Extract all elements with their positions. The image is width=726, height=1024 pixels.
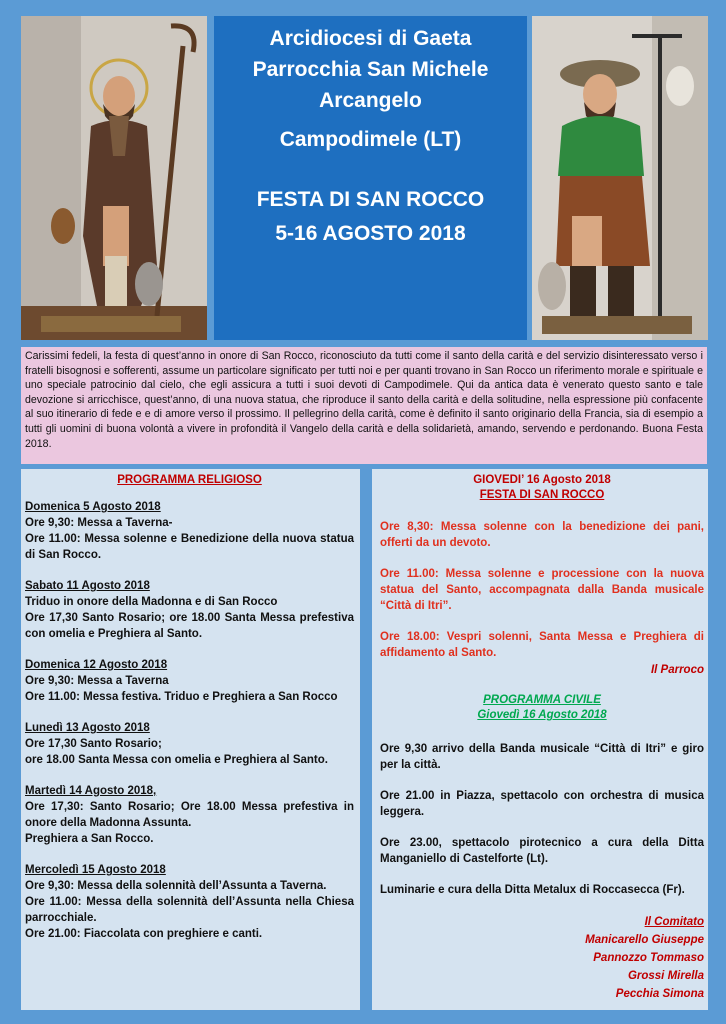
festa-title: FESTA DI SAN ROCCO [256,188,485,211]
schedule-line: Ore 17,30 Santo Rosario; ore 18.00 Santa Messa prefestiva con omelia e Preghiera al Santo. [25,612,354,640]
comitato-member: Pecchia Simona [615,988,704,1000]
schedule-line: Preghiera a San Rocco. [25,833,154,845]
day-heading: Martedì 14 Agosto 2018, [25,785,157,797]
day-heading: Domenica 5 Agosto 2018 [25,501,161,513]
schedule-day [25,499,354,563]
programma-religioso-title: PROGRAMMA RELIGIOSO [117,474,262,486]
schedule-day [25,578,354,642]
day-heading: Sabato 11 Agosto 2018 [25,580,150,592]
schedule-line: Ore 11.00: Messa solenne e Benedizione della nuova statua di San Rocco. [25,533,354,561]
statue-photo-left [21,16,207,340]
festa-item: Ore 18.00: Vespri solenni, Santa Messa e Preghiera di affidamento al Santo. [380,631,704,659]
festa-dates: 5-16 AGOSTO 2018 [275,222,466,245]
schedule-line: Ore 9,30: Messa a Taverna [25,675,169,687]
schedule-day [25,862,354,942]
schedule-line: Ore 11.00: Messa della solennità dell’Assunta nella Chiesa parrocchiale. [25,896,354,924]
festa-item: Ore 8,30: Messa solenne con la benedizione dei pani, offerti da un devoto. [380,521,704,549]
programma-civile-date: Giovedì 16 Agosto 2018 [477,709,607,721]
comitato-member: Manicarello Giuseppe [585,934,704,946]
programma-civile-title: PROGRAMMA CIVILE [483,694,601,706]
programma-religioso-panel [21,469,360,1010]
comitato-title: Il Comitato [644,916,704,928]
schedule-day [25,657,354,705]
title-box [214,16,527,340]
town-title: Campodimele (LT) [279,128,462,151]
festa-day-title: FESTA DI SAN ROCCO [479,489,605,501]
civile-item: Luminarie e cura della Ditta Metalux di Roccasecca (Fr). [380,884,685,896]
festa-item: Ore 11.00: Messa solenne e processione con la nuova statua del Santo, accompagnata dalla Banda musicale “Città di Itri”. [380,568,704,612]
day-heading: Domenica 12 Agosto 2018 [25,659,168,671]
comitato-member: Grossi Mirella [627,970,704,982]
civile-item: Ore 9,30 arrivo della Banda musicale “Città di Itri” e giro per la città. [380,743,704,771]
parish-title-2: Arcangelo [319,89,422,112]
festa-civile-panel [372,469,708,1010]
schedule-day [25,720,354,768]
schedule-line: ore 18.00 Santa Messa con omelia e Preghiera al Santo. [25,754,328,766]
comitato-member: Pannozzo Tommaso [593,952,704,964]
diocese-title: Arcidiocesi di Gaeta [269,27,472,50]
day-heading: Lunedì 13 Agosto 2018 [25,722,150,734]
parish-title: Parrocchia San Michele [252,58,489,81]
civile-item: Ore 23.00, spettacolo pirotecnico a cura della Ditta Manganiello di Castelforte (Lt). [380,837,704,865]
schedule-day [25,783,354,847]
schedule-line: Ore 9,30: Messa della solennità dell’Assunta a Taverna. [25,880,327,892]
schedule-line: Ore 9,30: Messa a Taverna- [25,517,173,529]
festa-day-date: GIOVEDI’ 16 Agosto 2018 [473,474,611,486]
schedule-line: Ore 17,30: Santo Rosario; Ore 18.00 Messa prefestiva in onore della Madonna Assunta. [25,801,354,829]
intro-letter: Carissimi fedeli, la festa di quest’anno in onore di San Rocco, riconosciuto da tutti come il santo della carità e del servizio disinteressato verso i fratelli bisognosi e sofferenti, assume un particolare significato per tutti noi e per quanti trovano in San Rocco un riferimento morale e spirituale e uno speciale patrocinio dal cielo, che egli assicura a tutti i suoi devoti di Campodimele. Qui da antica data è venerato questo santo e tale devozione si arricchisce, quest’anno, di una nuova statua, che riproduce il santo della carità e della solitudine, nella espressione più confacente al suo itinerario di fede e e di amore verso il prossimo. Il pellegrino della carità, come è definito il santo originario della Francia, sia di esempio a tutti gli uomini di buona volontà a vivere in profondità il Vangelo della carità e della solidarietà, amando, servendo e perdonando. Buona Festa 2018. [21,347,707,464]
schedule-line: Ore 17,30 Santo Rosario; [25,738,162,750]
schedule-line: Ore 21.00: Fiaccolata con preghiere e canti. [25,928,263,940]
schedule-line: Ore 11.00: Messa festiva. Triduo e Preghiera a San Rocco [25,691,338,703]
schedule-line: Triduo in onore della Madonna e di San Rocco [25,596,278,608]
statue-photo-right [532,16,708,340]
day-heading: Mercoledì 15 Agosto 2018 [25,864,166,876]
civile-item: Ore 21.00 in Piazza, spettacolo con orchestra di musica leggera. [380,790,704,818]
parroco-signature: Il Parroco [650,664,704,676]
